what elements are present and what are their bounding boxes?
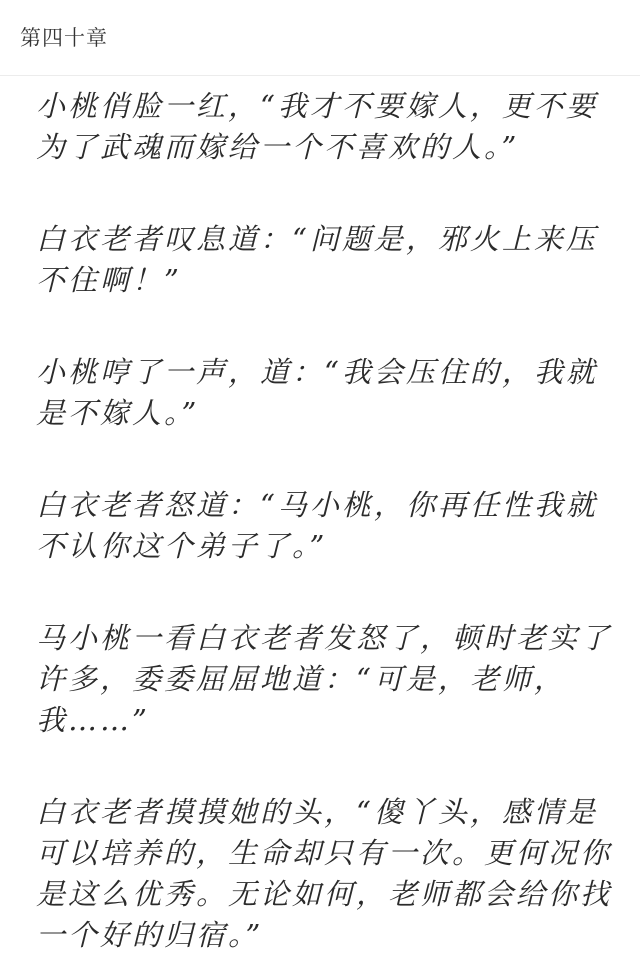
paragraph: 白衣老者叹息道：“问题是，邪火上来压不住啊！”: [36, 222, 598, 297]
paragraph: 白衣老者怒道：“马小桃，你再任性我就不认你这个弟子了。”: [36, 488, 598, 563]
paragraph: 小桃哼了一声，道：“我会压住的，我就是不嫁人。”: [36, 355, 598, 430]
paragraph: 白衣老者摸摸她的头，“傻丫头，感情是可以培养的，生命却只有一次。更何况你是这么优秀。无论如何，老师都会给你找一个好的归宿。”: [36, 795, 613, 952]
paragraph: 马小桃一看白衣老者发怒了，顿时老实了许多，委委屈屈地道：“可是，老师，我……”: [36, 621, 613, 737]
paragraph: 小桃俏脸一红，“我才不要嫁人，更不要为了武魂而嫁给一个不喜欢的人。”: [36, 89, 598, 164]
chapter-body: [0, 76, 640, 956]
chapter-title: 第四十章: [20, 26, 108, 50]
chapter-header: [0, 0, 640, 76]
